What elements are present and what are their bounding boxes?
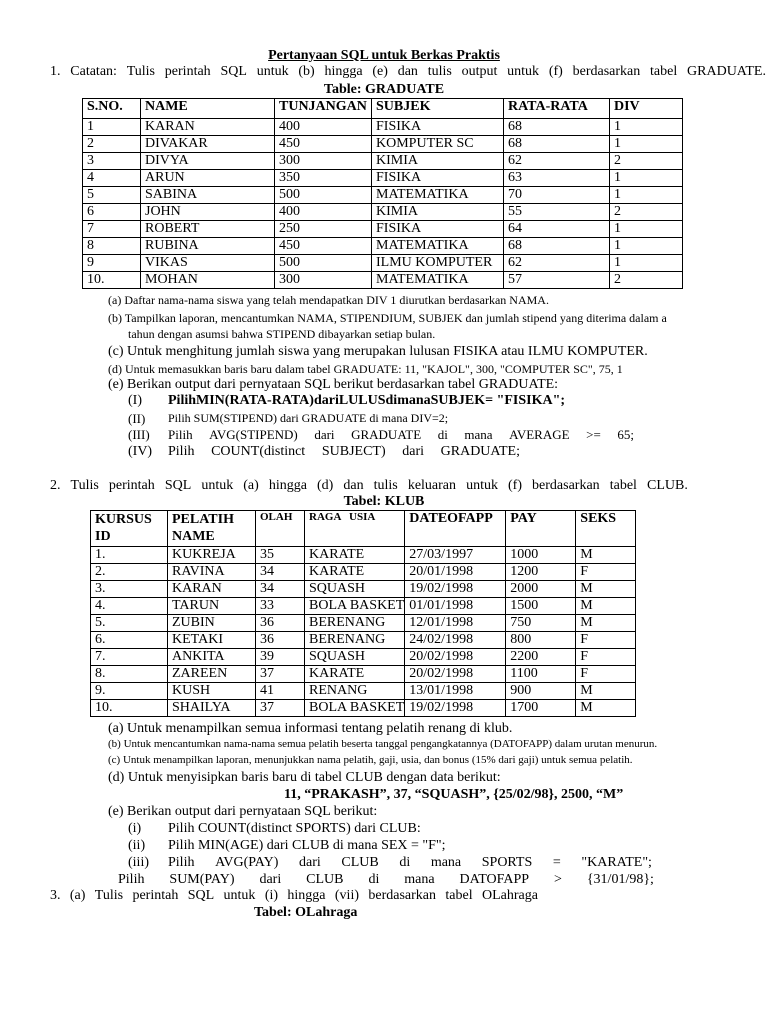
query-word: > [553,872,562,887]
query-word: Pilih [168,427,193,442]
table-cell: TARUN [168,598,256,615]
instruction-word: SQL [164,478,192,493]
table-cell: ARUN [141,170,275,187]
query-word: DATOFAPP [459,872,530,887]
table-cell: 1 [610,187,683,204]
query-word: GRADUATE [351,427,422,442]
instruction-word: hingga [287,888,326,903]
table-cell: 6. [91,632,168,649]
table-cell: FISIKA [372,221,504,238]
table-cell: MOHAN [141,272,275,289]
table-cell: 1500 [506,598,576,615]
instruction-word: (f) [548,64,563,79]
table-cell: 10. [83,272,141,289]
table-cell: 41 [256,683,305,700]
column-header: DIV [610,99,683,119]
q2-e-i-text: Pilih COUNT(distinct SPORTS) dari CLUB: [168,821,421,836]
table-cell: 57 [504,272,610,289]
table-row [91,615,636,632]
q2-e-iii-num: (iii) [128,855,149,870]
table-cell: KUKREJA [168,547,256,564]
query-word: mana [404,872,435,887]
graduate-table [82,98,683,289]
table-cell: KIMIA [372,153,504,170]
table-cell: 55 [504,204,610,221]
instruction-word: berdasarkan [532,478,600,493]
instruction-word: hingga [324,64,363,79]
query-word: {31/01/98}; [586,872,654,887]
table-cell: BERENANG [305,615,405,632]
table-cell: BOLA BASKET [305,700,405,717]
instruction-word: tulis [373,478,398,493]
table-cell: VIKAS [141,255,275,272]
table-row [91,683,636,700]
table-cell: ROBERT [141,221,275,238]
table-cell: FISIKA [372,170,504,187]
table-cell: 37 [256,666,305,683]
table-cell: 62 [504,255,610,272]
column-header: OLAH [256,511,305,547]
q1-e-iv-text [168,444,520,460]
q1-item-b-line1: (b) Tampilkan laporan, mencantumkan NAMA, STIPENDIUM, SUBJEK dan jumlah stipend yang diterima dalam a [108,311,667,325]
q1-e-iii-num: (III) [128,427,150,442]
club-table-title: Tabel: KLUB [343,494,425,509]
table-cell: KARAN [141,119,275,136]
q1-e-i-num: (I) [128,393,142,408]
table-row [91,564,636,581]
table-cell: 7 [83,221,141,238]
query-word: "KARATE"; [581,855,652,870]
query-word: mana [464,427,493,442]
table-cell: MATEMATIKA [372,238,504,255]
query-word: >= [586,427,601,442]
table-cell: BOLA BASKET [305,598,405,615]
table-cell: 39 [256,649,305,666]
table-cell: 8. [91,666,168,683]
instruction-word: SQL [187,888,215,903]
table-row [83,170,683,187]
instruction-word: tabel [650,64,678,79]
table-cell: 6 [83,204,141,221]
table-cell: 10. [91,700,168,717]
table-cell: JOHN [141,204,275,221]
question-1-instruction [50,64,766,80]
q2-item-c: (c) Untuk menampilkan laporan, menunjukkan nama pelatih, gaji, usia, dan bonus (15% dari gaji) untuk semua pelatih. [108,754,633,766]
table-header-row [83,99,683,119]
question-2-instruction [50,478,688,494]
instruction-word: (vii) [334,888,359,903]
table-cell: 8 [83,238,141,255]
table-cell: 1 [610,119,683,136]
instruction-word: tabel [609,478,637,493]
table-cell: 5 [83,187,141,204]
table-cell: 70 [504,187,610,204]
table-cell: 68 [504,238,610,255]
table-cell: SABINA [141,187,275,204]
query-word: dari [402,444,425,459]
query-word: mana [430,855,462,870]
q1-e-iii-text [168,427,634,443]
table-cell: 33 [256,598,305,615]
query-word: Pilih [168,855,195,870]
table-cell: 1000 [506,547,576,564]
question-3-instruction [50,888,538,904]
column-header: DATEOFAPP [405,511,506,547]
table-cell: 27/03/1997 [405,547,506,564]
instruction-word: Tulis [70,478,99,493]
instruction-word: GRADUATE. [687,64,766,79]
table-cell: 500 [275,187,372,204]
table-cell: 34 [256,564,305,581]
table-cell: 300 [275,272,372,289]
query-word: CLUB [341,855,379,870]
table-row [91,649,636,666]
q1-e-ii-text: Pilih SUM(STIPEND) dari GRADUATE di mana DIV=2; [168,411,449,425]
table-cell: 2 [610,153,683,170]
instruction-word: keluaran [407,478,457,493]
table-cell: 36 [256,632,305,649]
table-row [83,204,683,221]
q2-e-i-num: (i) [128,821,142,836]
club-table [90,510,636,717]
table-cell: BERENANG [305,632,405,649]
graduate-table-title: Table: GRADUATE [323,82,445,97]
table-cell: 9 [83,255,141,272]
q1-e-ii-num: (II) [128,411,146,426]
column-header: TUNJANGAN [275,99,372,119]
column-header: PAY [506,511,576,547]
instruction-word: untuk [223,888,256,903]
query-word: SUM(PAY) [169,872,235,887]
query-word: SUBJECT) [321,444,386,459]
query-word: AVERAGE [509,427,570,442]
query-word: dari [298,855,321,870]
query-word: dari [314,427,335,442]
table-cell: 01/01/1998 [405,598,506,615]
query-word: 65; [617,427,634,442]
table-row [83,187,683,204]
query-word: Pilih [118,872,145,887]
table-cell: 20/02/1998 [405,649,506,666]
instruction-word: hingga [268,478,307,493]
table-cell: RAVINA [168,564,256,581]
table-cell: RENANG [305,683,405,700]
column-header: RAGA USIA [305,511,405,547]
q2-item-e: (e) Berikan output dari pernyataan SQL berikut: [108,804,378,819]
instruction-word: dan [397,64,418,79]
table-cell: KARATE [305,547,405,564]
query-word: Pilih [168,444,195,459]
table-cell: KARATE [305,564,405,581]
table-cell: ZUBIN [168,615,256,632]
table-cell: M [576,615,636,632]
table-cell: RUBINA [141,238,275,255]
table-cell: 2 [83,136,141,153]
column-header: NAME [141,99,275,119]
table-cell: 3 [83,153,141,170]
table-cell: 64 [504,221,610,238]
table-cell: M [576,598,636,615]
table-cell: 900 [506,683,576,700]
query-word: dari [259,872,282,887]
table-row [83,255,683,272]
query-word: di [368,872,380,887]
table-cell: 1700 [506,700,576,717]
table-cell: 68 [504,136,610,153]
column-header: RATA-RATA [504,99,610,119]
q1-e-i-text: PilihMIN(RATA-RATA)dariLULUSdimanaSUBJEK= "FISIKA"; [168,393,566,408]
column-header: SEKS [576,511,636,547]
q2-e-ii-num: (ii) [128,838,146,853]
table-cell: 19/02/1998 [405,581,506,598]
table-cell: 1 [610,170,683,187]
table-cell: F [576,632,636,649]
table-cell: 34 [256,581,305,598]
table-cell: 1 [610,221,683,238]
table-cell: 24/02/1998 [405,632,506,649]
instruction-word: untuk [201,478,234,493]
table-row [83,153,683,170]
instruction-word: CLUB. [647,478,688,493]
table-cell: ILMU KOMPUTER [372,255,504,272]
table-cell: KOMPUTER SC [372,136,504,153]
table-cell: 300 [275,153,372,170]
query-word: AVG(STIPEND) [209,427,298,442]
table-cell: 1100 [506,666,576,683]
query-word: AVG(PAY) [215,855,279,870]
table-row [91,581,636,598]
table-cell: SQUASH [305,649,405,666]
column-header: SUBJEK [372,99,504,119]
q2-item-b: (b) Untuk mencantumkan nama-nama semua pelatih beserta tanggal pengangkatannya (DATOFAPP) dalam urutan menurun. [108,738,658,750]
table-cell: 4 [83,170,141,187]
table-cell: ANKITA [168,649,256,666]
query-word: GRADUATE; [440,444,520,459]
instruction-word: 2. [50,478,61,493]
table-cell: 250 [275,221,372,238]
table-row [83,221,683,238]
table-cell: 62 [504,153,610,170]
q2-item-d-data: 11, “PRAKASH”, 37, “SQUASH”, {25/02/98}, 2500, “M” [284,787,624,802]
table-cell: KARAN [168,581,256,598]
instruction-word: OLahraga [481,888,538,903]
table-row [91,632,636,649]
instruction-word: berdasarkan [572,64,641,79]
table-cell: M [576,581,636,598]
instruction-word: Tulis [126,64,156,79]
instruction-word: perintah [132,888,179,903]
table-cell: 1 [610,136,683,153]
table-row [83,238,683,255]
table-cell: 9. [91,683,168,700]
table-cell: 1 [610,238,683,255]
table-cell: 2 [610,204,683,221]
table-cell: 7. [91,649,168,666]
table-cell: DIVAKAR [141,136,275,153]
instruction-word: untuk [466,478,498,493]
table-cell: 450 [275,238,372,255]
table-cell: KETAKI [168,632,256,649]
table-cell: F [576,649,636,666]
instruction-word: tulis [427,64,452,79]
table-cell: 2200 [506,649,576,666]
table-cell: KUSH [168,683,256,700]
table-cell: 800 [506,632,576,649]
table-row [83,136,683,153]
page-title: Pertanyaan SQL untuk Berkas Praktis [268,48,500,63]
instruction-word: perintah [164,64,211,79]
instruction-word: Catatan: [70,64,117,79]
table-cell: 4. [91,598,168,615]
table-cell: 1 [610,255,683,272]
instruction-word: perintah [108,478,155,493]
table-cell: 63 [504,170,610,187]
table-row [83,272,683,289]
table-cell: 20/02/1998 [405,666,506,683]
table-cell: 400 [275,119,372,136]
q1-e-iv-num: (IV) [128,444,153,459]
query-word: di [399,855,411,870]
query-word: SPORTS [481,855,533,870]
table-cell: 68 [504,119,610,136]
table-cell: M [576,683,636,700]
instruction-word: dan [343,478,364,493]
instruction-word: SQL [220,64,247,79]
q2-item-a: (a) Untuk menampilkan semua informasi tentang pelatih renang di klub. [108,721,513,736]
table-cell: MATEMATIKA [372,272,504,289]
table-cell: 35 [256,547,305,564]
column-header: KURSUS ID [91,511,168,547]
table-cell: SQUASH [305,581,405,598]
table-cell: M [576,700,636,717]
table-row [91,700,636,717]
instruction-word: (b) [298,64,315,79]
instruction-word: (a) [69,888,86,903]
table-row [83,119,683,136]
instruction-word: untuk [507,64,540,79]
instruction-word: untuk [256,64,289,79]
query-word: = [552,855,561,870]
table-cell: FISIKA [372,119,504,136]
table-cell: 1200 [506,564,576,581]
instruction-word: 3. [50,888,61,903]
table-cell: 20/01/1998 [405,564,506,581]
table-cell: 37 [256,700,305,717]
query-word: COUNT(distinct [211,444,306,459]
column-header: PELATIH NAME [168,511,256,547]
table-cell: 1. [91,547,168,564]
instruction-word: tabel [445,888,473,903]
table-cell: 13/01/1998 [405,683,506,700]
instruction-word: Tulis [94,888,124,903]
table-cell: 36 [256,615,305,632]
column-header: S.NO. [83,99,141,119]
table-cell: SHAILYA [168,700,256,717]
table-cell: 400 [275,204,372,221]
table-cell: 1 [83,119,141,136]
instruction-word: (a) [243,478,259,493]
table-header-row [91,511,636,547]
table-cell: 5. [91,615,168,632]
table-row [91,666,636,683]
table-cell: KARATE [305,666,405,683]
query-word: di [437,427,448,442]
table-row [91,547,636,564]
table-cell: M [576,547,636,564]
instruction-word: 1. [50,64,61,79]
table-cell: 12/01/1998 [405,615,506,632]
instruction-word: berdasarkan [368,888,437,903]
q1-item-b-line2: tahun dengan asumsi bahwa STIPEND dibayarkan setiap bulan. [128,327,436,341]
table-cell: 3. [91,581,168,598]
sports-table-title: Tabel: OLahraga [254,905,358,920]
table-cell: 350 [275,170,372,187]
instruction-word: output [461,64,498,79]
instruction-word: (e) [372,64,388,79]
q2-e-ii-text: Pilih MIN(AGE) dari CLUB di mana SEX = "F"; [168,838,446,853]
instruction-word: (f) [508,478,522,493]
table-row [91,598,636,615]
table-cell: 500 [275,255,372,272]
instruction-word: (d) [317,478,334,493]
q2-e-iii-text [168,855,652,871]
q1-item-e: (e) Berikan output dari pernyataan SQL berikut berdasarkan tabel GRADUATE: [108,377,559,392]
table-cell: 2000 [506,581,576,598]
table-cell: ZAREEN [168,666,256,683]
table-cell: DIVYA [141,153,275,170]
q1-item-a: (a) Daftar nama-nama siswa yang telah mendapatkan DIV 1 diurutkan berdasarkan NAMA. [108,293,549,307]
q1-item-c: (c) Untuk menghitung jumlah siswa yang merupakan lulusan FISIKA atau ILMU KOMPUTER. [108,344,648,359]
table-cell: F [576,666,636,683]
table-cell: F [576,564,636,581]
instruction-word: (i) [264,888,279,903]
table-cell: KIMIA [372,204,504,221]
table-cell: 19/02/1998 [405,700,506,717]
table-cell: 2 [610,272,683,289]
table-cell: 750 [506,615,576,632]
table-cell: 450 [275,136,372,153]
table-cell: 2. [91,564,168,581]
table-cell: MATEMATIKA [372,187,504,204]
q1-item-d: (d) Untuk memasukkan baris baru dalam tabel GRADUATE: 11, "KAJOL", 300, "COMPUTER SC", 75, 1 [108,362,623,376]
q2-e-last-line [118,872,654,888]
q2-item-d: (d) Untuk menyisipkan baris baru di tabel CLUB dengan data berikut: [108,770,501,785]
query-word: CLUB [306,872,344,887]
